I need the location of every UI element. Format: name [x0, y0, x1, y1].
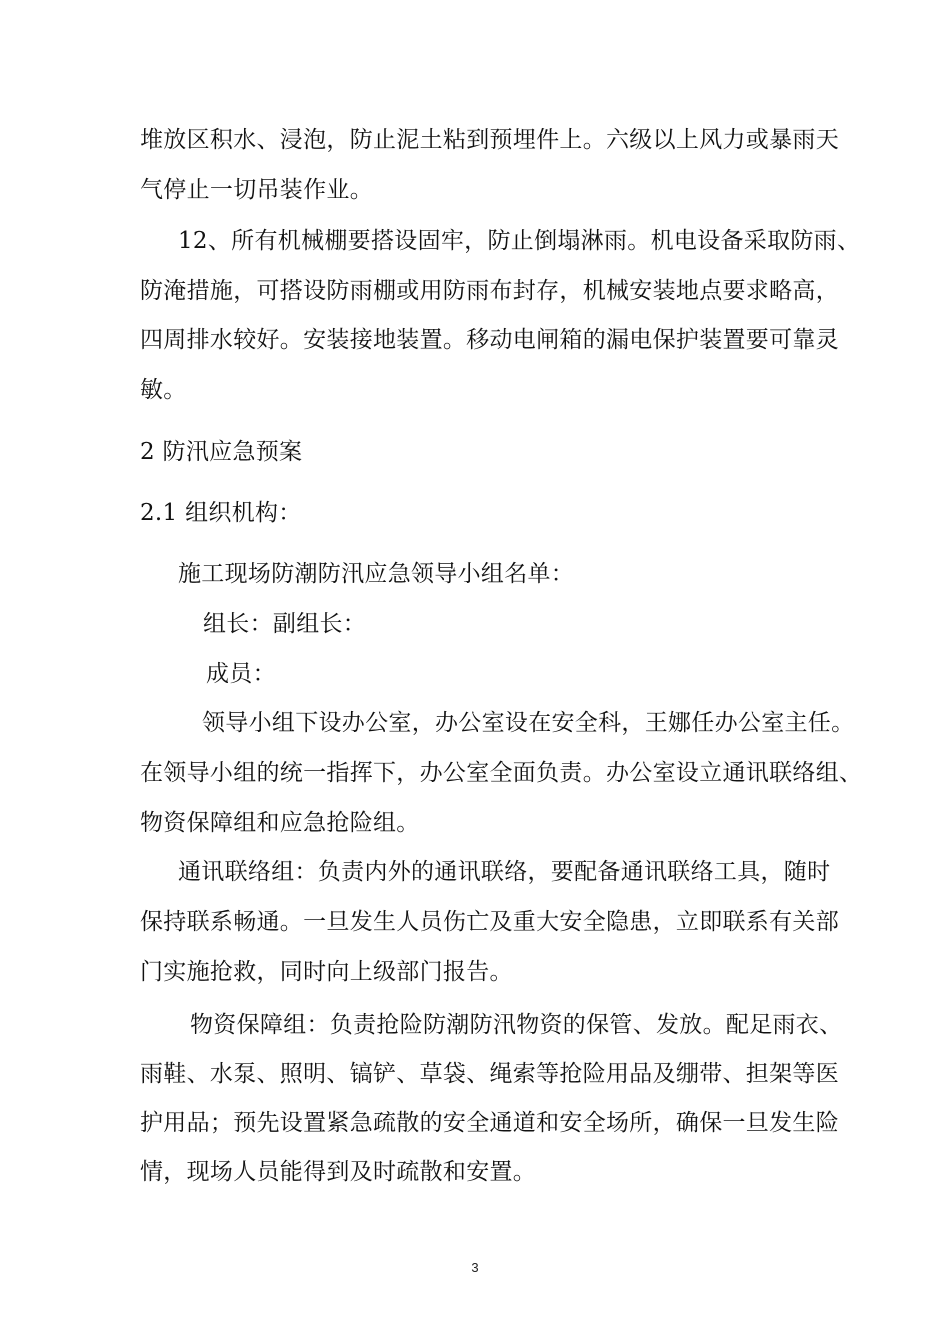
comm-paragraph-line-1: 通讯联络组：负责内外的通讯联络，要配备通讯联络工具，随时	[178, 859, 831, 885]
comm-paragraph-line-3: 门实施抢救，同时向上级部门报告。	[140, 959, 513, 985]
paragraph-2-line-2: 防淹措施，可搭设防雨棚或用防雨布封存，机械安装地点要求略高，	[140, 278, 839, 304]
leader-list-title: 施工现场防潮防汛应急领导小组名单：	[178, 561, 575, 587]
section-heading-2-1: 2.1 组织机构：	[140, 500, 302, 526]
page-number: 3	[471, 1260, 479, 1275]
paragraph-1-line-2: 气停止一切吊装作业。	[140, 177, 373, 203]
paragraph-1-line-1: 堆放区积水、浸泡，防止泥土粘到预埋件上。六级以上风力或暴雨天	[140, 127, 839, 153]
office-paragraph-line-1: 领导小组下设办公室，办公室设在安全科，王娜任办公室主任。	[202, 710, 855, 736]
office-paragraph-line-2: 在领导小组的统一指挥下，办公室全面负责。办公室设立通讯联络组、	[140, 760, 863, 786]
supply-paragraph-line-3: 护用品；预先设置紧急疏散的安全通道和安全场所，确保一旦发生险	[140, 1110, 839, 1136]
supply-paragraph-line-2: 雨鞋、水泵、照明、镐铲、草袋、绳索等抢险用品及绷带、担架等医	[140, 1061, 839, 1087]
leaders-line: 组长：副组长：	[203, 611, 367, 637]
paragraph-2-line-1: 12、所有机械棚要搭设固牢，防止倒塌淋雨。机电设备采取防雨、	[178, 228, 861, 254]
supply-paragraph-line-4: 情，现场人员能得到及时疏散和安置。	[140, 1159, 537, 1185]
paragraph-2-line-4: 敏。	[140, 377, 187, 403]
comm-paragraph-line-2: 保持联系畅通。一旦发生人员伤亡及重大安全隐患，立即联系有关部	[140, 909, 839, 935]
supply-paragraph-line-1: 物资保障组：负责抢险防潮防汛物资的保管、发放。配足雨衣、	[190, 1012, 843, 1038]
paragraph-2-line-3: 四周排水较好。安装接地装置。移动电闸箱的漏电保护装置要可靠灵	[140, 327, 839, 353]
office-paragraph-line-3: 物资保障组和应急抢险组。	[140, 810, 420, 836]
section-heading-2: 2 防汛应急预案	[140, 439, 303, 465]
members-line: 成员：	[206, 661, 276, 687]
